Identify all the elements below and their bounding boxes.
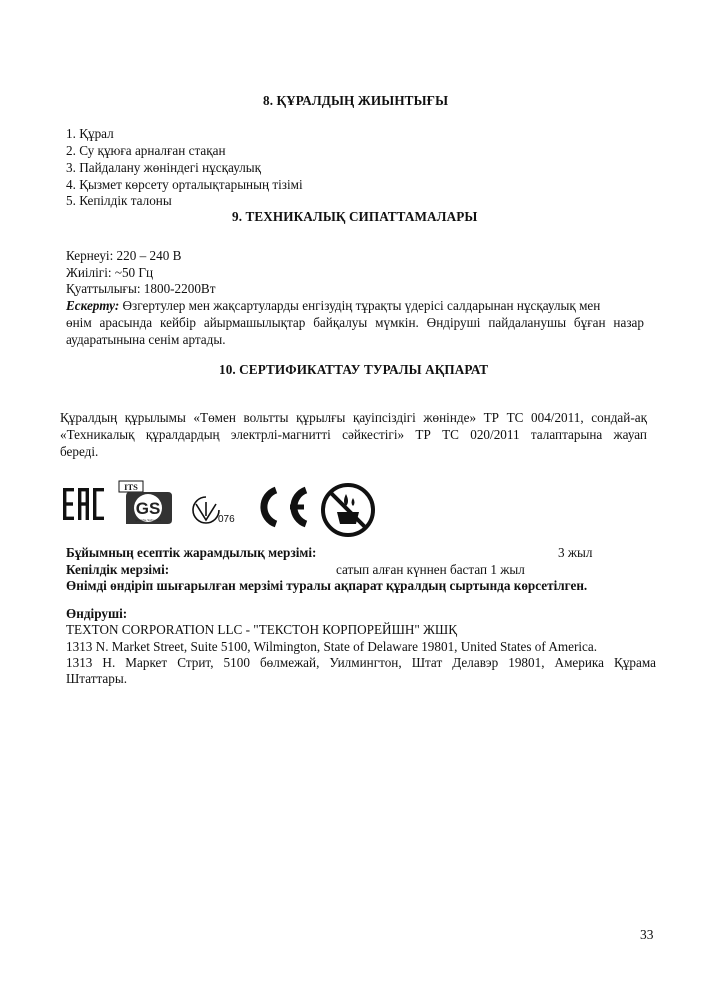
list-item: 1. Құрал: [66, 126, 114, 141]
spec-note: [66, 297, 644, 314]
warranty-value: сатып алған күннен бастап 1 жыл: [336, 562, 525, 577]
production-date-note: Өнімді өндіріп шығарылған мерзімі туралы ақпарат құралдың сыртында көрсетілген.: [66, 578, 588, 593]
manufacturer-address-kz: Штаттары.: [66, 671, 128, 686]
warranty-label: Кепілдік мерзімі:: [66, 562, 170, 577]
list-item: 5. Кепілдік талоны: [66, 193, 172, 208]
ce-mark-icon: [252, 486, 314, 528]
rostest-mark-icon: [190, 494, 242, 526]
manufacturer-name: TEXTON CORPORATION LLC - "ТЕКСТОН КОРПОРЕЙШН" ЖШҚ: [66, 622, 457, 637]
section-10-heading: 10. СЕРТИФИКАТТАУ ТУРАЛЫ АҚПАРАТ: [219, 362, 489, 377]
page-number: 33: [640, 927, 654, 942]
manufacturer-label: Өндіруші:: [66, 606, 128, 621]
note-line: өнім арасында кейбір айырмашылықтар байқалуы мүмкін. Өндіруші пайдаланушы бұған назар: [66, 315, 644, 330]
spec-voltage: Кернеуі: 220 – 240 В: [66, 248, 182, 263]
list-item: 3. Пайдалану жөніндегі нұсқаулық: [66, 160, 262, 175]
spec-frequency: Жиілігі: ~50 Гц: [66, 265, 154, 280]
certification-text: «Техникалық құралдардың электрлі-магнитті сәйкестігі» ТР ТС 020/2011 талаптарына жауап: [60, 427, 647, 442]
service-life-value: 3 жыл: [558, 545, 593, 560]
section-9-heading: 9. ТЕХНИКАЛЫҚ СИПАТТАМАЛАРЫ: [232, 209, 478, 224]
list-item: 2. Су құюға арналған стақан: [66, 143, 226, 158]
eac-mark-icon: [62, 486, 106, 522]
svg-text:GS: GS: [135, 499, 161, 518]
svg-text:076: 076: [218, 514, 235, 525]
note-line: аударатынына сенім артады.: [66, 332, 226, 347]
certification-text: Құралдың құрылымы «Төмен вольтты құрылғы қауіпсіздігі жөнінде» ТР ТС 004/2011, сондай-ақ: [60, 410, 647, 425]
certification-text: береді.: [60, 444, 99, 459]
section-8-heading: 8. ҚҰРАЛДЫҢ ЖИЫНТЫҒЫ: [263, 93, 449, 108]
note-text: Өзгертулер мен жақсартуларды енгізудің тұрақты үдерісі салдарынан нұсқаулық мен: [119, 298, 601, 313]
svg-text:geprüfte Sicherheit: geprüfte Sicherheit: [135, 518, 161, 522]
spec-power: Қуаттылығы: 1800-2200Вт: [66, 281, 216, 296]
no-water-icon: [320, 482, 376, 538]
list-item: 4. Қызмет көрсету орталықтарының тізімі: [66, 177, 303, 192]
service-life-label: Бұйымның есептік жарамдылық мерзімі:: [66, 545, 317, 560]
manufacturer-address-en: 1313 N. Market Street, Suite 5100, Wilmington, State of Delaware 19801, United States of America.: [66, 639, 598, 654]
gs-mark-icon: [118, 480, 174, 526]
note-label: Ескерту:: [66, 298, 120, 313]
manufacturer-address-kz: 1313 Н. Маркет Стрит, 5100 бөлмежай, Уилмингтон, Штат Делавэр 19801, Америка Құрама: [66, 655, 656, 670]
svg-text:ITS: ITS: [124, 482, 138, 492]
